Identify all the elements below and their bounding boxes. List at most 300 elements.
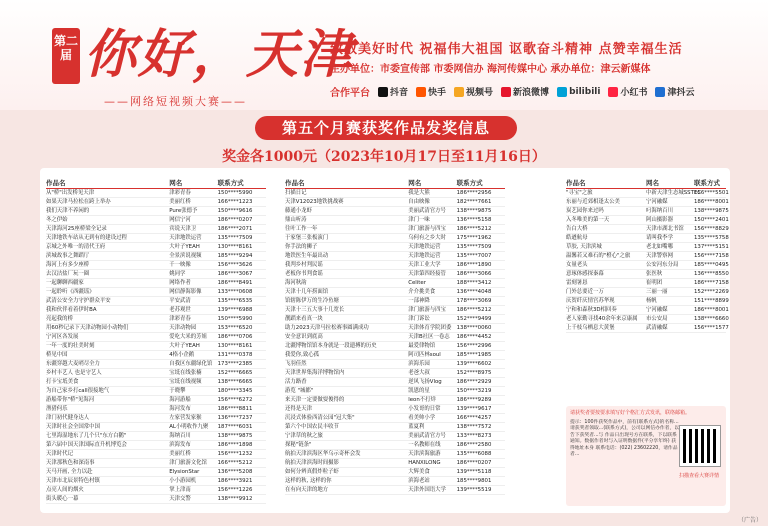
contact: 151****8899 [694, 297, 729, 304]
contact: 156****7158 [694, 252, 729, 259]
contact: 136****5158 [457, 215, 505, 224]
table-row [566, 287, 726, 296]
table-row [46, 431, 266, 440]
winners-table-2 [285, 178, 505, 495]
contact: 186****2071 [218, 224, 266, 233]
partner-name: 抖音 [390, 88, 409, 98]
contact: 186****4452 [457, 332, 505, 341]
table-row [566, 323, 726, 332]
net-name: 大辉美食 [408, 467, 456, 476]
partner-name: 快手 [428, 88, 447, 98]
net-name: 杨帆 [646, 296, 694, 305]
work-name: 还得是天津 [285, 404, 408, 413]
contact: 135****5758 [694, 234, 729, 241]
net-name: 中新天津生态城SSTEC [646, 189, 702, 196]
net-name: 滨海乐园 [408, 359, 456, 368]
contact: 136****8550 [694, 270, 729, 277]
table-row [46, 305, 266, 314]
net-name: 崔明团 [646, 278, 694, 287]
table-row [46, 269, 266, 278]
partner-5 [608, 85, 647, 98]
table-row [566, 278, 726, 287]
net-name: 津门旅游与四宝 [408, 305, 456, 314]
work-name: 点亮人间的烟火 [46, 485, 169, 494]
contact: 186****1898 [218, 440, 266, 449]
contact: 138****9875 [457, 206, 505, 215]
work-name: 天津时代记 [46, 449, 169, 458]
table-row [285, 215, 505, 224]
table-row [566, 305, 726, 314]
net-name: 津门旅游与四宝 [408, 224, 456, 233]
work-name: 武清公安全力守护群众平安 [46, 296, 169, 305]
work-name: 温馨若又难石的"橙心"之旅 [566, 251, 646, 260]
net-name: 一名教师在线 [408, 440, 456, 449]
table-row [46, 467, 266, 476]
net-name: 天津第四经接管 [408, 269, 456, 278]
table-row [285, 449, 505, 458]
table-row [285, 395, 505, 404]
contact: 135****6535 [218, 296, 266, 305]
contact: 173****2385 [218, 359, 266, 368]
contact: 186****0207 [218, 215, 266, 224]
work-name: 藤通小龙虾 [285, 206, 408, 215]
work-name: 天津十几年捞面馆 [285, 287, 408, 296]
partner-list [378, 85, 695, 98]
contact: 166****5212 [218, 458, 266, 467]
net-name: 天津交警 [169, 494, 217, 503]
net-name: 网信静海影像 [169, 287, 217, 296]
work-name: 乡村丰艺人 也是守艺人 [46, 368, 169, 377]
work-name: 老板你书判食谣 [285, 269, 408, 278]
table-row [566, 260, 726, 269]
winners-column-2 [285, 178, 505, 495]
contact: 138****6660 [694, 315, 729, 322]
contact: 156****1232 [218, 449, 266, 458]
partner-logo-icon [557, 87, 567, 97]
contact: 130****8161 [218, 341, 266, 350]
contact: 130****8161 [218, 242, 266, 251]
work-name: 飞羽佳然 [285, 359, 408, 368]
contact: 135****7509 [218, 233, 266, 242]
table-row [46, 188, 266, 197]
net-name: 天津地铁运营 [408, 242, 456, 251]
table-row [285, 476, 505, 485]
table-row [46, 350, 266, 359]
contact: 166****1223 [218, 197, 266, 206]
net-name: 天津地铁运营 [408, 251, 456, 260]
work-name: 游船带你"桥"见海河 [46, 395, 169, 404]
contact: 186****8001 [694, 306, 729, 313]
partner-logo-icon [416, 87, 426, 97]
table-row [46, 368, 266, 377]
work-name: 我们天津不养闲的 [46, 206, 169, 215]
contact: 186****3067 [218, 269, 266, 278]
net-name: 叼海纳百川 [646, 206, 694, 215]
net-name: Pure张德予 [169, 206, 217, 215]
partners-label: 合作平台 [330, 88, 370, 99]
partner-4 [557, 85, 600, 98]
contact: 153****6520 [218, 323, 266, 332]
header-net: 网名 [408, 178, 456, 188]
work-name: 你手法的狮子 [285, 242, 408, 251]
contact: 186****9289 [457, 395, 505, 404]
winners-column-3 [566, 178, 729, 333]
table-row [285, 269, 505, 278]
net-name: 武清融媒 [646, 323, 694, 332]
table-row [46, 197, 266, 206]
winners-column-1 [46, 178, 266, 504]
table-row [285, 251, 505, 260]
net-name: 4格小企鹅 [169, 350, 217, 359]
net-name: 一部神降 [408, 296, 456, 305]
work-name: 航拍天津滨海区华乌示奇杯会发 [285, 449, 408, 458]
partner-2 [454, 85, 493, 98]
table-row [46, 206, 266, 215]
contact: 186****8001 [694, 198, 729, 205]
net-name: 宝坻在线张楠 [169, 368, 217, 377]
work-name: 庆贺纤庆情宫苏华现 [566, 296, 646, 305]
qr-label: 扫描查看大赛详情 [678, 473, 719, 479]
table-row [566, 296, 726, 305]
edition-badge: 第二届 [52, 28, 80, 84]
net-name: 天津滨海旅游 [408, 449, 456, 458]
net-name: ElysionStar [169, 467, 217, 476]
net-name: 网络作者 [169, 278, 217, 287]
net-name: 天津市湖北书馆 [646, 224, 694, 233]
work-name: 靓蹈来看真一块 [285, 314, 408, 323]
net-name: 蓝夏利 [408, 422, 456, 431]
net-name: 美丽武清官方号 [408, 431, 456, 440]
table-row [46, 359, 266, 368]
header-work: 作品名 [566, 178, 646, 188]
contact: 138****6665 [218, 377, 266, 386]
table-row [566, 197, 726, 206]
work-name: 亮起我的桥 [46, 314, 169, 323]
table-row [46, 386, 266, 395]
table-row [566, 233, 726, 242]
table-row [46, 215, 266, 224]
work-name: 渔猎何乐 [46, 404, 169, 413]
contact: 133****0608 [218, 287, 266, 296]
work-name: 入冬唯美的第一天 [566, 215, 646, 224]
table-row [285, 206, 505, 215]
contact: 136****4048 [457, 287, 505, 296]
contact: 156****2996 [457, 341, 505, 350]
table-row [46, 413, 266, 422]
header-contact: 联系方式 [218, 178, 266, 188]
partner-6 [655, 85, 694, 98]
contact: 180****3345 [218, 386, 266, 395]
work-name: 炭艺园你来过吗 [566, 206, 646, 215]
net-name: 小小游园机 [169, 476, 217, 485]
net-name: 小发哥的日常 [408, 404, 456, 413]
header-work: 作品名 [285, 178, 408, 188]
work-name: 老人家勤寻找40余年来京康属 [566, 314, 646, 323]
table-row [566, 206, 726, 215]
header-contact: 联系方式 [694, 178, 726, 188]
net-name: 大叶子YEAH [169, 242, 217, 251]
table-row [46, 296, 266, 305]
net-name: 逆风飞扬Vlog [408, 377, 456, 386]
contact: 186****3066 [457, 269, 505, 278]
contact: 138****0060 [457, 323, 505, 332]
net-name: 海纳百川 [169, 431, 217, 440]
table-row [46, 224, 266, 233]
contact: 139****6988 [218, 305, 266, 314]
work-name: 第六个中国农民丰收节 [285, 422, 408, 431]
net-name: 自由映像 [408, 197, 456, 206]
net-name: 美丽红桥 [169, 449, 217, 458]
net-name: 天津动物园 [169, 323, 217, 332]
work-name: 游览 "城都" [285, 386, 408, 395]
work-name: 雷刻暑恳 [566, 278, 646, 287]
net-name: 天津体育学院团委 [408, 323, 456, 332]
table-row [285, 386, 505, 395]
winners-table-3 [566, 178, 729, 333]
work-name: 地铁医生年最出动 [285, 251, 408, 260]
work-name: 来天津一定要做耍俊得的 [285, 395, 408, 404]
host-line: 主办单位：市委宣传部 市委网信办 海河传媒中心 承办单位：津云新媒体 [330, 64, 651, 75]
partner-logo-icon [378, 87, 388, 97]
table-row [285, 422, 505, 431]
contact: 150****3219 [457, 386, 505, 395]
contact: 156****8829 [694, 225, 729, 232]
work-name: 天津V12023地铁挑战赛 [285, 197, 408, 206]
work-name: 街头暖心一幕 [46, 494, 169, 503]
table-row [285, 188, 505, 197]
table-row [46, 287, 266, 296]
partner-name: 津抖云 [667, 88, 695, 98]
work-name: "寻宝"之旅 [566, 188, 646, 197]
table-row [285, 341, 505, 350]
table-row [566, 242, 726, 251]
table-row [285, 278, 505, 287]
table-row [285, 260, 505, 269]
contact: 139****9617 [457, 404, 505, 413]
work-name: 馆辖陈伊万的生冷鱼塘 [285, 296, 408, 305]
contact: 152****8975 [457, 368, 505, 377]
contact: 175****1962 [457, 233, 505, 242]
contest-subtitle: ——网络短视频大赛—— [104, 95, 247, 108]
contact: 186****7158 [694, 279, 729, 286]
net-name: 津门一味 [408, 215, 456, 224]
table-row [285, 197, 505, 206]
table-row [566, 188, 726, 197]
contact: 156****1226 [218, 485, 266, 494]
work-name: 为自己家乡打call很接地气 [46, 386, 169, 395]
net-name: 老北如嘴哪 [646, 242, 694, 251]
work-name: 告白大桥 [566, 224, 646, 233]
partner-name: 新浪微博 [513, 88, 550, 98]
table-row [46, 485, 266, 494]
work-name: 桥见中国 [46, 350, 169, 359]
work-name: 一起聆听《西疆谣》 [46, 287, 169, 296]
table-row [285, 485, 505, 494]
contact: 186****3921 [218, 476, 266, 485]
work-name: 京城之外唯一的清代王府 [46, 242, 169, 251]
qr-code[interactable] [680, 426, 720, 466]
table-row [285, 377, 505, 386]
net-name: 我是大熊 [408, 188, 456, 197]
contact: 150****5990 [218, 314, 266, 323]
work-name: 扫描日记 [285, 188, 408, 197]
table-row [285, 287, 505, 296]
table-row [46, 377, 266, 386]
notice-heading: 请获奖者要按要求填写好个格汇方式发讯，联络邮箱。 [570, 410, 691, 416]
contact: 138****9912 [218, 494, 266, 503]
partner-name: 小红书 [620, 88, 648, 98]
net-name: 姚同学 [169, 269, 217, 278]
net-name: 阿司匹林soul [408, 350, 456, 359]
winners-table-1 [46, 178, 266, 504]
work-name: 安全意识到底高 [285, 332, 408, 341]
table-row [285, 431, 505, 440]
net-name: 天津B社区一卷志 [408, 332, 456, 341]
net-name: 宁河融媒 [646, 197, 694, 206]
partner-1 [416, 85, 446, 98]
net-name: 滨海发布 [169, 440, 217, 449]
table-row [285, 323, 505, 332]
net-name: AL小明收作九聚 [169, 422, 217, 431]
work-name: 于家堡三张板演门 [285, 233, 408, 242]
contact: 152****6665 [218, 368, 266, 377]
work-name: 草胶, 天津滨城 [566, 242, 646, 251]
net-name: 宁河融媒 [646, 305, 694, 314]
contact: 178****3069 [457, 296, 505, 305]
work-name: 如何分辨真假炸粒子虾 [285, 467, 408, 476]
table-row [46, 458, 266, 467]
partner-name: bilibili [569, 86, 601, 97]
work-name: 一年一度的壮美时刻 [46, 341, 169, 350]
contact: 135****7509 [457, 242, 505, 251]
net-name: 津门旅游文化馆 [169, 458, 217, 467]
contact: 187****6031 [218, 422, 266, 431]
net-name: 老苏观世 [169, 305, 217, 314]
contact: 136****5208 [218, 467, 266, 476]
net-name: 津彩青春 [169, 188, 217, 197]
net-name: 公安河东分局 [646, 260, 694, 269]
net-name: 阿山摄影器 [646, 215, 694, 224]
slogans: 致敬美好时代 祝福伟大祖国 讴歌奋斗精神 点赞幸福生活 [330, 42, 683, 57]
work-name: 天马开画, 全力以赴 [46, 467, 169, 476]
contact: 185****0495 [694, 261, 729, 268]
net-name: 掌上津南 [169, 485, 217, 494]
contact: 136****7237 [218, 413, 266, 422]
net-name: 左家营发家猴 [169, 413, 217, 422]
table-row [46, 260, 266, 269]
net-name: 千一映像 [169, 260, 217, 269]
work-name: 北疆博物馆馆本身就是一段遗搏的历史 [285, 341, 408, 350]
contact: 137****5151 [694, 243, 729, 250]
partner-name: 视频号 [466, 88, 494, 98]
table-row [566, 215, 726, 224]
work-name: 门外总要近一万 [566, 287, 646, 296]
work-name: 我爱你,致心孤 [285, 350, 408, 359]
contact: 156****3626 [218, 260, 266, 269]
net-name: HANXILONG [408, 458, 456, 467]
contact: 186****2956 [457, 188, 505, 197]
work-name: 宁津草的秋之旅 [285, 431, 408, 440]
table-row [46, 449, 266, 458]
header-net: 网名 [169, 178, 217, 188]
table-row [285, 224, 505, 233]
table-row [285, 350, 505, 359]
table-row [285, 332, 505, 341]
table-row [285, 296, 505, 305]
contact: 156****5501 [694, 189, 729, 196]
net-name: 老爸大叔 [408, 368, 456, 377]
work-name: 女量老头 [566, 260, 646, 269]
table-row [285, 440, 505, 449]
contact: 188****3412 [457, 278, 505, 287]
contact: 186****5212 [457, 305, 505, 314]
net-name: 最爱律物馆 [408, 341, 456, 350]
table-row [566, 314, 726, 323]
contact: 131****0378 [218, 350, 266, 359]
prize-line: 奖金各1000元（2023年10月17日至11月16日） [222, 149, 546, 165]
contact: 138****9875 [694, 207, 729, 214]
contact: 166****4257 [457, 413, 505, 422]
table-row [285, 467, 505, 476]
work-name: 天津海河25座桥梁全记录 [46, 224, 169, 233]
ad-mark: （广告） [737, 517, 762, 524]
table-row [285, 458, 505, 467]
header-work: 作品名 [46, 178, 169, 188]
work-name: 天津市北辰景特色村镇 [46, 476, 169, 485]
contact: 186****1890 [457, 260, 505, 269]
work-name: 第六届中国天津国际直升机博览会 [46, 440, 169, 449]
work-name: 一起聊聊西疆家 [46, 278, 169, 287]
work-name: 往叶工作一年 [285, 224, 408, 233]
partner-logo-icon [501, 87, 511, 97]
contact: 185****9801 [457, 476, 505, 485]
partner-logo-icon [454, 87, 464, 97]
work-name: 海河秋韵 [285, 278, 408, 287]
table-row [46, 251, 266, 260]
contact: 150****5990 [218, 188, 266, 197]
contact: 186****5212 [457, 224, 505, 233]
work-name: 我和伙伴看着伊时BA [46, 305, 169, 314]
net-name: 海河游船 [169, 395, 217, 404]
net-name: 天津外国语大学 [408, 485, 456, 494]
contact: 139****5118 [457, 467, 505, 476]
work-name: 用60秒记录下天津动物园小动物们 [46, 323, 169, 332]
contact: 139****6602 [457, 359, 505, 368]
contact: 133****8273 [457, 431, 505, 440]
contact: 138****9875 [218, 431, 266, 440]
partner-0 [378, 85, 408, 98]
notice-box [566, 406, 726, 506]
net-name: 宝坻在线视频 [169, 377, 217, 386]
contact: 150****9616 [218, 206, 266, 215]
header-contact: 联系方式 [457, 178, 505, 188]
table-row [46, 233, 266, 242]
work-name: 我判乡村判民谣 [285, 260, 408, 269]
partner-logo-icon [655, 87, 665, 97]
table-row [285, 359, 505, 368]
banner [0, 0, 768, 110]
work-name: 东丽与近郊相逢太公美 [566, 197, 646, 206]
contact: 186****0706 [218, 332, 266, 341]
work-name: 活力路香 [285, 377, 408, 386]
table-row [46, 242, 266, 251]
net-name: 凯恩的星 [408, 386, 456, 395]
net-name: 乌何有之乡大时 [408, 233, 456, 242]
net-name: 天津工业大学 [408, 260, 456, 269]
work-name: 天津那秋色和深南事 [46, 458, 169, 467]
net-name: 滨海老站 [408, 476, 456, 485]
contact: 152****9499 [457, 314, 505, 323]
